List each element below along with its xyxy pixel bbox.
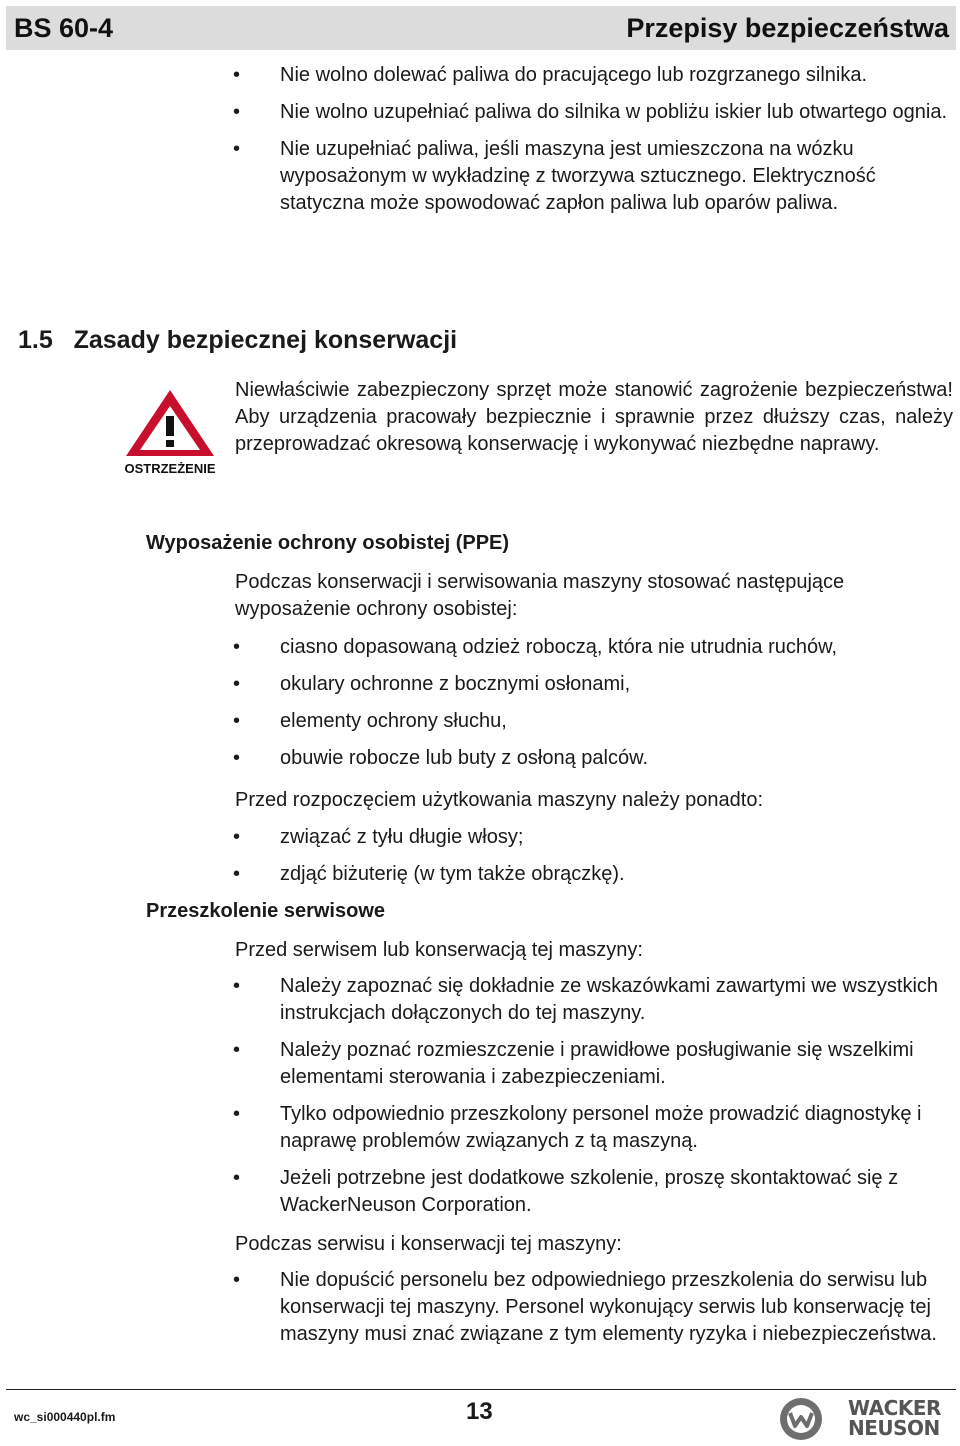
bullet-icon: •: [233, 747, 241, 769]
bullet-icon: •: [233, 636, 241, 658]
list-item: • Nie uzupełniać paliwa, jeśli maszyna jest umieszczona na wózku wyposażonym w wykładzinę z tworzywa sztucznego. Elektryczność statyczna może spowodować zapłon paliwa lub oparów paliwa.: [233, 138, 876, 214]
warning-icon: [120, 384, 220, 484]
list-item: • Należy zapoznać się dokładnie ze wskazówkami zawartymi we wszystkich instrukcjach dołączonych do tej maszyny.: [233, 975, 939, 1024]
page-header: [6, 6, 956, 50]
list-item: • Jeżeli potrzebne jest dodatkowe szkolenie, proszę skontaktować się z WackerNeuson Corporation.: [233, 1167, 899, 1216]
service-list: [0, 1267, 960, 1358]
bullet-icon: •: [233, 1039, 241, 1061]
footer-filename: wc_si000440pl.fm: [14, 1410, 116, 1424]
warning-label: OSTRZEŻENIE: [124, 461, 216, 476]
ppe-heading: Wyposażenie ochrony osobistej (PPE): [146, 532, 510, 554]
list-item: • obuwie robocze lub buty z osłoną palców.: [0, 745, 960, 772]
bullet-icon: •: [233, 826, 241, 848]
list-item: • związać z tyłu długie włosy;: [0, 824, 960, 851]
list-item: • Nie wolno dolewać paliwa do pracującego lub rozgrzanego silnika.: [0, 62, 960, 89]
bullet-icon: •: [233, 1167, 241, 1189]
section-title: Przepisy bezpieczeństwa: [626, 13, 949, 43]
bullet-icon: •: [233, 710, 241, 732]
warning-text: Niewłaściwie zabezpieczony sprzęt może stanowić zagrożenie bezpieczeństwa! Aby urządzenia pracowały bezpiecznie i sprawnie przez dłuższy czas, należy przeprowadzać okresową konserwację i wykonywać niezbędne naprawy.: [235, 379, 953, 455]
bullet-icon: •: [233, 863, 241, 885]
list-item: • Tylko odpowiednio przeszkolony personel może prowadzić diagnostykę i naprawę problemów związanych z tą maszyną.: [233, 1103, 922, 1152]
training-heading: Przeszkolenie serwisowe: [146, 900, 386, 922]
bullet-icon: •: [233, 138, 241, 160]
fuel-bullet-list: [0, 62, 960, 227]
list-item: • Nie dopuścić personelu bez odpowiedniego przeszkolenia do serwisu lub konserwacji tej maszyny. Personel wykonujący serwis lub konserwację tej maszyny musi znać związane z tym elementy ryzyka i niebezpieczeństwa.: [233, 1269, 937, 1345]
section-heading: 1.5 Zasady bezpiecznej konserwacji: [18, 326, 458, 354]
service-intro: Podczas serwisu i konserwacji tej maszyny:: [235, 1233, 622, 1255]
logo-wordmark: WACKER NEUSON: [848, 1396, 941, 1440]
list-item: • Należy poznać rozmieszczenie i prawidłowe posługiwanie się wszelkimi elementami sterowania i zabezpieczeniami.: [233, 1039, 914, 1088]
list-item: • ciasno dopasowaną odzież roboczą, która nie utrudnia ruchów,: [0, 634, 960, 661]
list-item: • okulary ochronne z bocznymi osłonami,: [0, 671, 960, 698]
before-use-intro: Przed rozpoczęciem użytkowania maszyny należy ponadto:: [235, 789, 764, 811]
page-number: 13: [466, 1398, 493, 1425]
bullet-icon: •: [233, 1269, 241, 1291]
bullet-icon: •: [233, 673, 241, 695]
before-use-list: [0, 824, 960, 898]
ppe-list: [0, 634, 960, 782]
training-intro: Przed serwisem lub konserwacją tej maszyny:: [235, 939, 643, 961]
ppe-intro: Podczas konserwacji i serwisowania maszyny stosować następujące wyposażenie ochrony osobistej:: [235, 571, 845, 620]
bullet-icon: •: [233, 101, 241, 123]
bullet-icon: •: [233, 1103, 241, 1125]
training-list: [0, 973, 960, 1229]
bullet-icon: •: [233, 64, 241, 86]
footer-divider: [6, 1389, 956, 1390]
bullet-icon: •: [233, 975, 241, 997]
list-item: • zdjąć biżuterię (w tym także obrączkę).: [0, 861, 960, 888]
list-item: • elementy ochrony słuchu,: [0, 708, 960, 735]
model-name: BS 60-4: [14, 13, 114, 43]
list-item: • Nie wolno uzupełniać paliwa do silnika w pobliżu iskier lub otwartego ognia.: [0, 99, 960, 126]
